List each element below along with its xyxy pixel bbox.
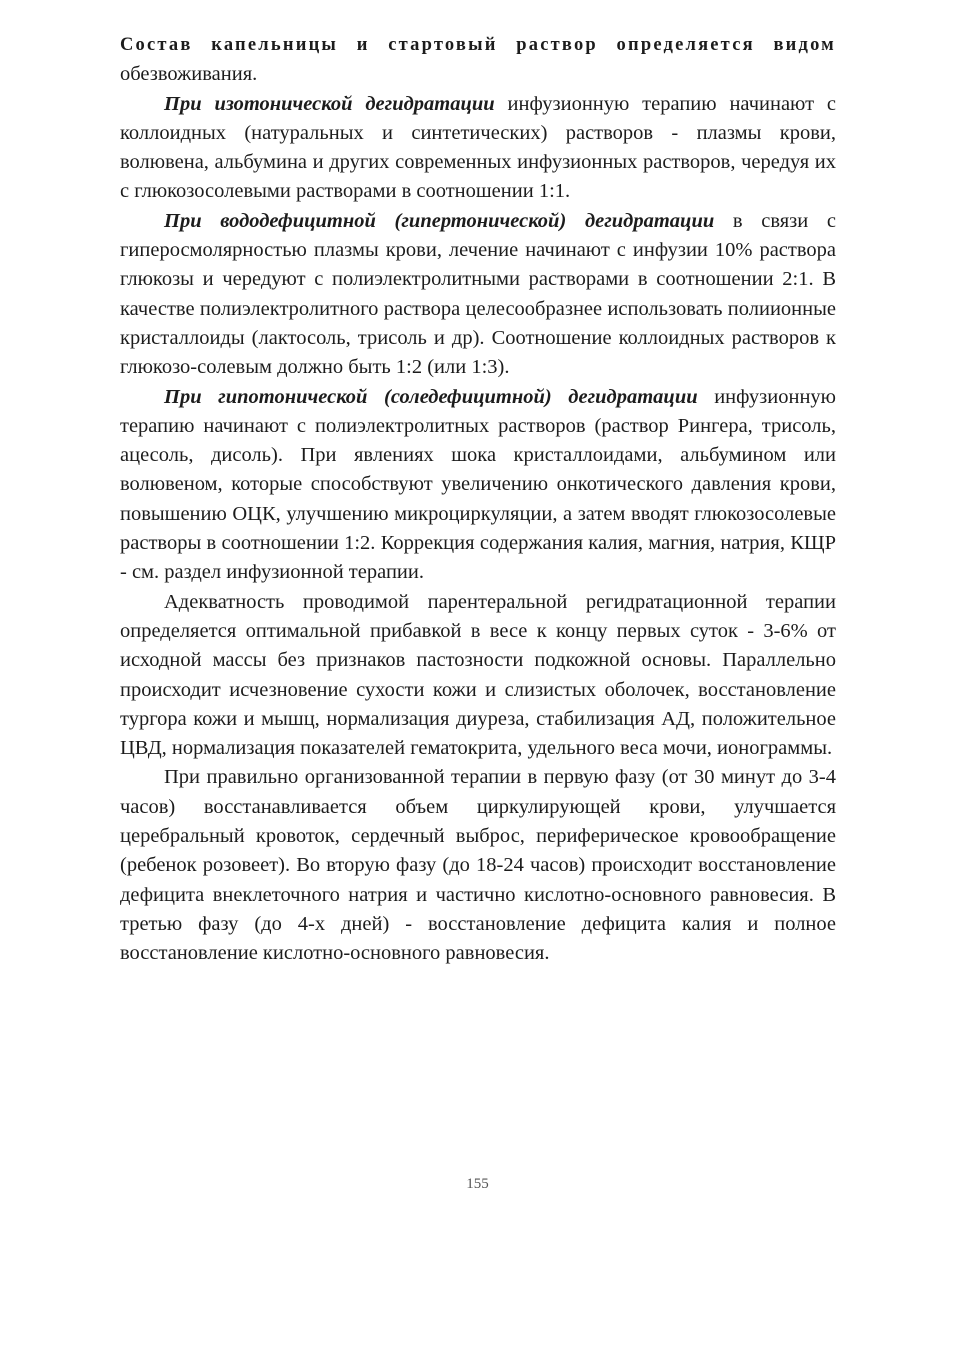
page-number: 155 xyxy=(466,1176,489,1192)
hypertonic-heading: При вододефицитной (гипертонической) дегидратации xyxy=(164,209,715,232)
isotonic-heading: При изотонической дегидратации xyxy=(164,92,495,115)
page-body xyxy=(120,30,836,969)
hypertonic-text: в связи с гиперосмолярностью плазмы крови, лечение начинают с инфузии 10% раствора глюкозы и чередуют с полиэлектролитными растворами в соотношении 2:1. В качестве полиэлектролитного раствора целесообразнее использовать полиионные кристаллоиды (лактосоль, трисоль и др). Соотношение коллоидных растворов к глюкозо-солевым должно быть 1:2 (или 1:3). xyxy=(120,209,836,379)
phases-paragraph: При правильно организованной терапии в первую фазу (от 30 минут до 3-4 часов) восстанавливается объем циркулирующей крови, улучшается церебральный кровоток, сердечный выброс, периферическое кровообращение (ребенок розовеет). Во вторую фазу (до 18-24 часов) происходит восстановление дефицита внеклеточного натрия и частично кислотно-основного равновесия. В третью фазу (до 4-х дней) - восстановление дефицита калия и полное восстановление кислотно-основного равновесия. xyxy=(120,766,836,965)
intro-lead-text: Состав капельницы и стартовый раствор определяется видом xyxy=(120,35,836,55)
intro-paragraph xyxy=(120,30,836,90)
isotonic-text: инфузионную терапию начинают с коллоидных (натуральных и синтетических) растворов - плазмы крови, волювена, альбумина и других современных инфузионных растворов, чередуя их с глюкозосолевыми растворами в соотношении 1:1. xyxy=(120,92,837,203)
intro-rest-text: обезвоживания. xyxy=(120,63,258,86)
hypotonic-paragraph xyxy=(120,383,836,588)
hypertonic-paragraph xyxy=(120,207,836,383)
isotonic-paragraph xyxy=(120,90,836,207)
adequacy-paragraph: Адекватность проводимой парентеральной регидратационной терапии определяется оптимальной прибавкой в весе к концу первых суток - 3-6% от исходной массы без признаков пастозности подкожной основы. Параллельно происходит исчезновение сухости кожи и слизистых оболочек, восстановление тургора кожи и мышц, нормализация диуреза, стабилизация АД, положительное ЦВД, нормализация показателей гематокрита, удельного веса мочи, ионограммы. xyxy=(120,590,836,760)
hypotonic-heading: При гипотонической (соледефицитной) дегидратации xyxy=(164,385,698,408)
hypotonic-text: инфузионную терапию начинают с полиэлектролитных растворов (раствор Рингера, трисоль, ацесоль, дисоль). При явлениях шока кристаллоидами, альбумином или волювеном, которые способствуют увеличению онкотического давления крови, повышению ОЦК, улучшению микроциркуляции, а затем вводят глюкозосолевые растворы в соотношении 1:2. Коррекция содержания калия, магния, натрия, КЩР - см. раздел инфузионной терапии. xyxy=(120,385,836,584)
